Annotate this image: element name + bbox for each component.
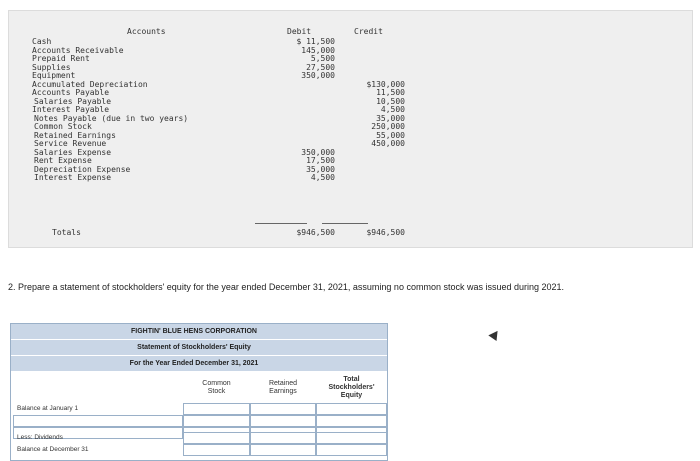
account-name: Retained Earnings: [34, 130, 116, 140]
trial-balance-row: [32, 64, 412, 73]
debit-value: 17,500: [306, 156, 335, 165]
retained-earnings-header: Retained Earnings: [268, 380, 298, 395]
debit-value: 145,000: [301, 45, 335, 55]
question-text: 2. Prepare a statement of stockholders' equity for the year ended December 31, 2021, assuming no common stock was issued during 2021.: [8, 282, 565, 292]
dividends-total-input[interactable]: [316, 432, 387, 444]
credit-value: 11,500: [376, 88, 405, 97]
totals-debit: $946,500: [296, 228, 335, 237]
account-name: Cash: [32, 37, 52, 46]
dec31-total-input[interactable]: [316, 444, 387, 456]
row-less-dividends: [11, 432, 387, 444]
dividends-common-stock-input[interactable]: [183, 432, 250, 444]
stockholders-equity-statement: [10, 323, 388, 461]
account-name: Accounts Receivable: [32, 45, 124, 55]
account-name: Prepaid Rent: [32, 54, 90, 63]
account-name: Accumulated Depreciation: [32, 79, 148, 89]
account-name: Service Revenue: [34, 139, 107, 148]
entry-1-retained-earnings-input[interactable]: [250, 415, 316, 427]
dec31-retained-earnings-input[interactable]: [250, 444, 316, 456]
credit-total-rule: [322, 223, 368, 224]
credit-value: 450,000: [371, 139, 405, 148]
dividends-retained-earnings-input[interactable]: [250, 432, 316, 444]
account-name: Salaries Expense: [34, 147, 112, 157]
jan1-total-input[interactable]: [316, 403, 387, 415]
account-name: Common Stock: [34, 122, 92, 131]
credit-value: 250,000: [371, 122, 405, 131]
jan1-common-stock-input[interactable]: [183, 403, 250, 415]
statement-title: Statement of Stockholders' Equity: [11, 340, 387, 356]
trial-balance-row: [32, 55, 412, 64]
debit-value: 350,000: [301, 147, 335, 157]
jan1-retained-earnings-input[interactable]: [250, 403, 316, 415]
credit-header: Credit: [354, 27, 383, 36]
row-balance-december-31: [11, 444, 387, 456]
mouse-cursor-icon: [488, 328, 501, 341]
credit-value: 4,500: [380, 105, 405, 114]
dec31-common-stock-input[interactable]: [183, 444, 250, 456]
account-name: Rent Expense: [34, 156, 92, 165]
common-stock-header: Common Stock: [202, 380, 231, 395]
entry-1-common-stock-input[interactable]: [183, 415, 250, 427]
account-name: Equipment: [32, 71, 76, 80]
debit-value: 4,500: [310, 173, 335, 182]
debit-header: Debit: [287, 27, 312, 36]
debit-value: 5,500: [310, 54, 335, 63]
company-name: FIGHTIN' BLUE HENS CORPORATION: [11, 324, 387, 340]
debit-value: 35,000: [306, 164, 335, 174]
entry-1-label-input[interactable]: [13, 415, 183, 427]
row-balance-january-1: [11, 403, 387, 415]
row-entry-1: [11, 415, 387, 427]
trial-balance-rows: [32, 38, 412, 183]
debit-total-rule: [255, 223, 307, 224]
account-name: Salaries Payable: [34, 96, 112, 106]
totals-credit: $946,500: [366, 228, 405, 237]
debit-value: 350,000: [301, 71, 335, 80]
statement-period: For the Year Ended December 31, 2021: [11, 356, 387, 372]
totals-label: Totals: [52, 228, 81, 237]
debit-value: $ 11,500: [296, 37, 335, 46]
balance-december-31-label: Balance at December 31: [17, 446, 89, 453]
account-name: Interest Expense: [34, 173, 112, 182]
less-dividends-label: Less: Dividends: [17, 434, 63, 441]
account-name: Supplies: [32, 62, 71, 72]
account-name: Accounts Payable: [32, 88, 110, 97]
entry-1-total-input[interactable]: [316, 415, 387, 427]
accounts-header: Accounts: [127, 27, 166, 36]
total-equity-header: Total Stockholders' Equity: [328, 376, 375, 399]
account-name: Depreciation Expense: [34, 164, 131, 174]
balance-january-1-label: Balance at January 1: [17, 405, 79, 412]
credit-value: 55,000: [376, 130, 405, 140]
trial-balance-row: [32, 174, 412, 183]
column-headers: [11, 373, 387, 403]
account-name: Notes Payable (due in two years): [34, 113, 189, 123]
credit-value: 35,000: [376, 113, 405, 123]
account-name: Interest Payable: [32, 105, 110, 114]
debit-value: 27,500: [306, 62, 335, 72]
credit-value: 10,500: [376, 96, 405, 106]
credit-value: $130,000: [366, 79, 405, 89]
